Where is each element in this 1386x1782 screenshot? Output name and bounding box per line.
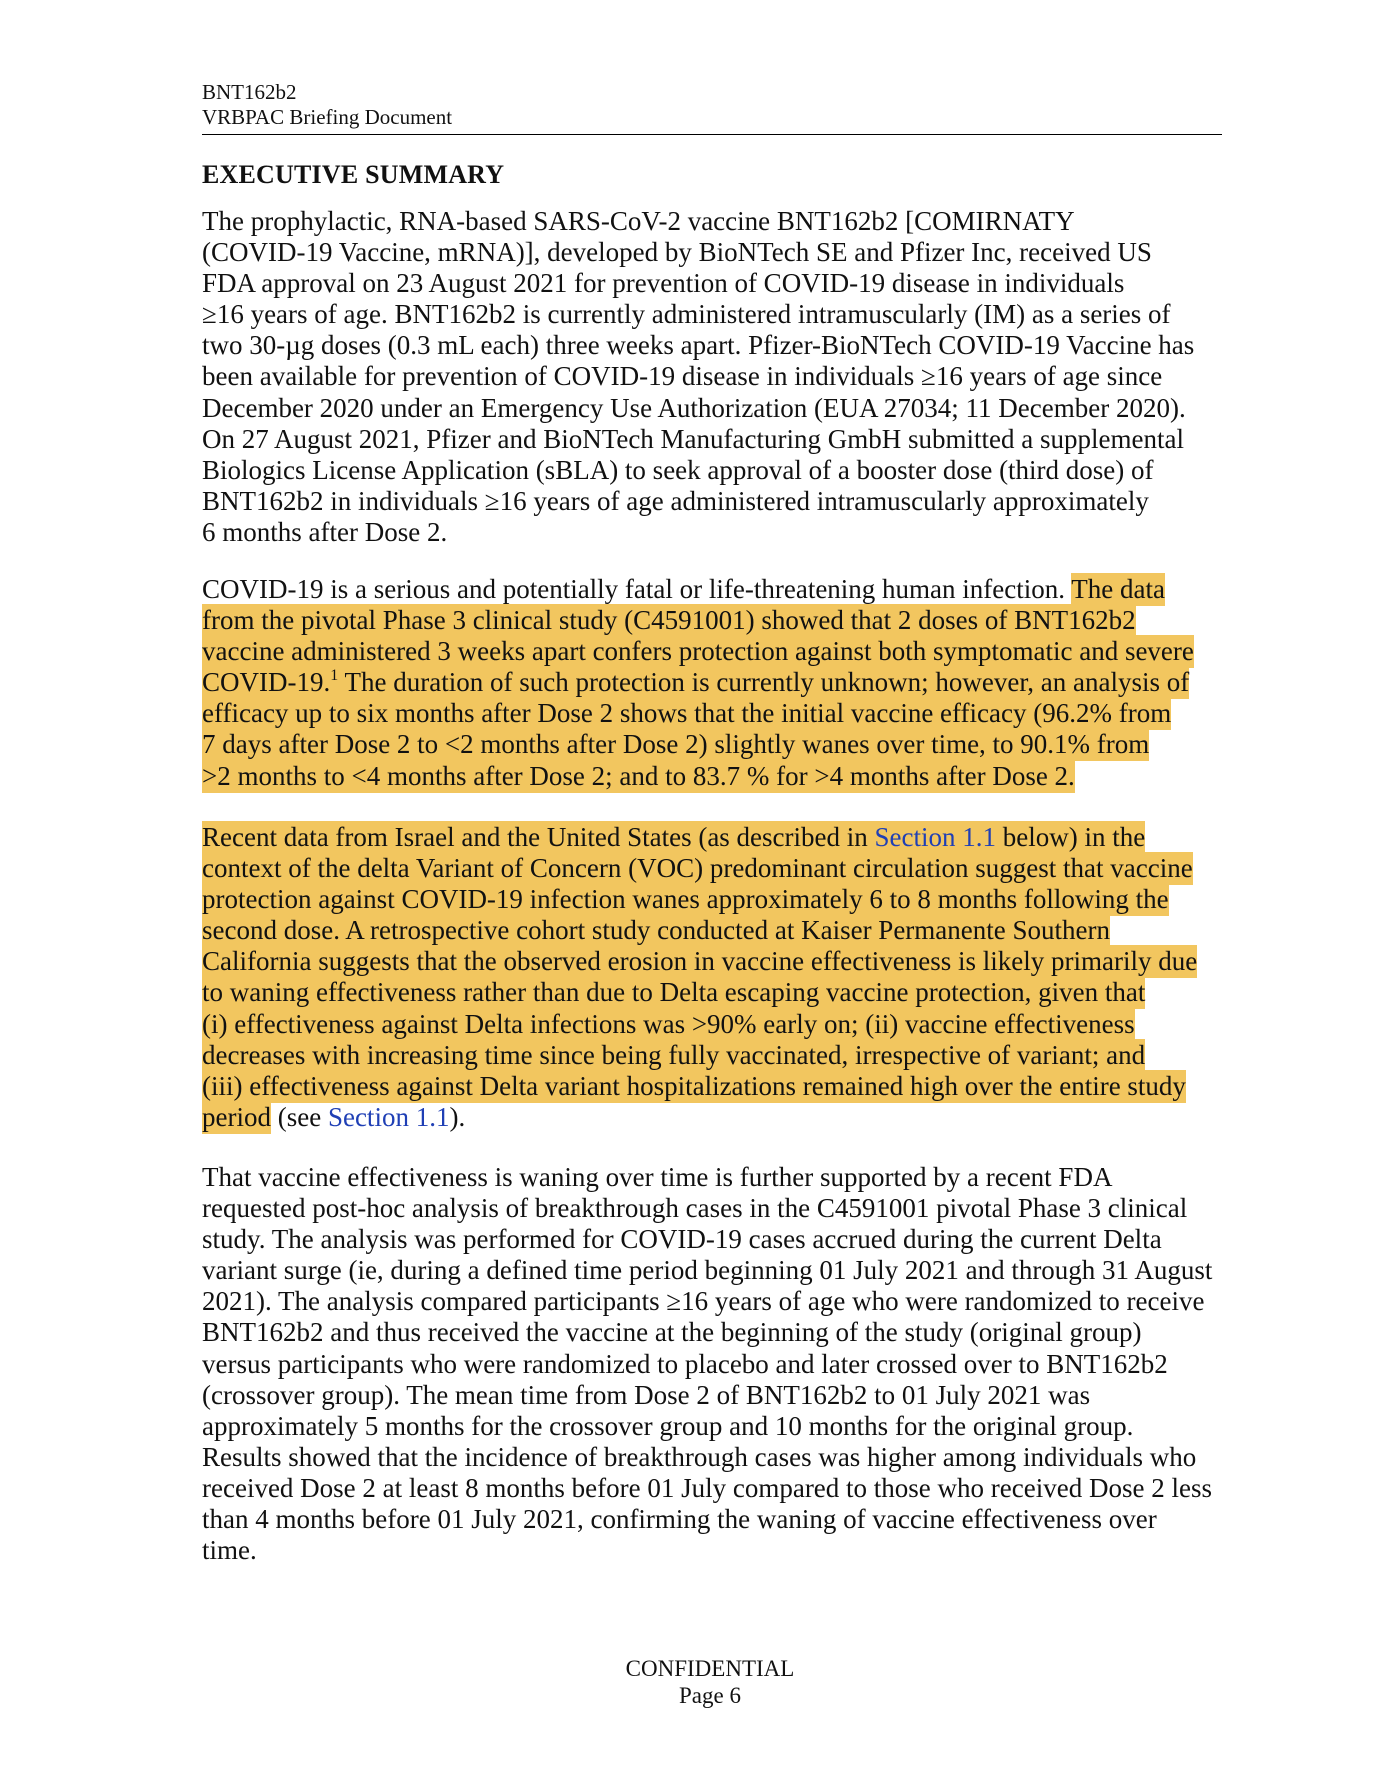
confidential-label: CONFIDENTIAL bbox=[625, 1656, 795, 1681]
paragraph-line bbox=[202, 915, 1242, 946]
paragraph-line bbox=[202, 667, 1242, 698]
paragraph-line bbox=[202, 636, 1242, 667]
paragraph-line bbox=[202, 761, 1242, 792]
highlighted-text: period bbox=[202, 1101, 271, 1132]
paragraph-line bbox=[202, 1071, 1242, 1102]
paragraph-line bbox=[202, 574, 1242, 605]
highlighted-text: second dose. A retrospective cohort study conducted at Kaiser Permanente Southern bbox=[202, 915, 1110, 946]
paragraph-line: BNT162b2 in individuals ≥16 years of age administered intramuscularly approximately bbox=[202, 485, 1149, 516]
paragraph-line bbox=[202, 853, 1242, 884]
paragraph-line: FDA approval on 23 August 2021 for prevention of COVID-19 disease in individuals bbox=[202, 268, 1125, 299]
highlighted-text: vaccine administered 3 weeks apart confers protection against both symptomatic and severe bbox=[202, 636, 1194, 667]
highlighted-text: (i) effectiveness against Delta infections was >90% early on; (ii) vaccine effectiveness bbox=[202, 1008, 1135, 1039]
paragraph-line: December 2020 under an Emergency Use Authorization (EUA 27034; 11 December 2020). bbox=[202, 392, 1186, 423]
highlighted-text: efficacy up to six months after Dose 2 shows that the initial vaccine efficacy (96.2% from bbox=[202, 698, 1172, 729]
page-footer bbox=[0, 1655, 1386, 1709]
highlighted-fragment: COVID-19. bbox=[202, 667, 331, 698]
paragraph-line bbox=[202, 1040, 1242, 1071]
paragraph-line: been available for prevention of COVID-19 disease in individuals ≥16 years of age since bbox=[202, 361, 1163, 392]
paragraph-line bbox=[202, 1009, 1242, 1040]
plain-text: ). bbox=[449, 1101, 466, 1132]
paragraph-line bbox=[202, 822, 1242, 853]
paragraph-breakthrough-analysis bbox=[202, 1162, 1242, 1566]
highlighted-text: to waning effectiveness rather than due to Delta escaping vaccine protection, given that bbox=[202, 977, 1146, 1008]
highlighted-text: 7 days after Dose 2 to <2 months after Dose 2) slightly wanes over time, to 90.1% from bbox=[202, 729, 1150, 760]
highlighted-text bbox=[202, 666, 1189, 699]
paragraph-line: BNT162b2 and thus received the vaccine at the beginning of the study (original group) bbox=[202, 1317, 1142, 1348]
page-number: Page 6 bbox=[679, 1683, 741, 1708]
highlighted-fragment: The duration of such protection is currently unknown; however, an analysis of bbox=[338, 667, 1190, 698]
paragraph-line: than 4 months before 01 July 2021, confirming the waning of vaccine effectiveness over bbox=[202, 1504, 1157, 1535]
paragraph-line: 2021). The analysis compared participants ≥16 years of age who were randomized to receive bbox=[202, 1286, 1205, 1317]
highlighted-fragment: Recent data from Israel and the United States (as described in bbox=[202, 822, 875, 852]
paragraph-line bbox=[202, 946, 1242, 977]
paragraph-line: That vaccine effectiveness is waning over time is further supported by a recent FDA bbox=[202, 1162, 1113, 1192]
page-header bbox=[202, 80, 1222, 135]
paragraph-line: requested post-hoc analysis of breakthrough cases in the C4591001 pivotal Phase 3 clinical bbox=[202, 1193, 1188, 1224]
paragraph-waning-evidence bbox=[202, 822, 1242, 1133]
paragraph-line bbox=[202, 729, 1242, 760]
paragraph-line: versus participants who were randomized to placebo and later crossed over to BNT162b2 bbox=[202, 1348, 1168, 1379]
paragraph-line: study. The analysis was performed for COVID-19 cases accrued during the current Delta bbox=[202, 1224, 1162, 1255]
paragraph-line bbox=[202, 884, 1242, 915]
highlighted-fragment: below) in the bbox=[996, 822, 1146, 852]
highlighted-text: California suggests that the observed erosion in vaccine effectiveness is likely primarily due bbox=[202, 946, 1198, 977]
paragraph-line: On 27 August 2021, Pfizer and BioNTech Manufacturing GmbH submitted a supplemental bbox=[202, 423, 1184, 454]
highlighted-text: >2 months to <4 months after Dose 2; and to 83.7 % for >4 months after Dose 2. bbox=[202, 760, 1075, 791]
doc-id: BNT162b2 bbox=[202, 80, 297, 104]
highlighted-text: from the pivotal Phase 3 clinical study (C4591001) showed that 2 doses of BNT162b2 bbox=[202, 605, 1136, 636]
paragraph-line: time. bbox=[202, 1535, 257, 1566]
paragraph-efficacy bbox=[202, 574, 1242, 792]
footnote-marker[interactable]: 1 bbox=[330, 667, 339, 685]
section-link[interactable]: Section 1.1 bbox=[327, 1101, 450, 1132]
paragraph-intro bbox=[202, 206, 1242, 548]
highlighted-text: decreases with increasing time since being fully vaccinated, irrespective of variant; and bbox=[202, 1039, 1146, 1070]
paragraph-line: approximately 5 months for the crossover group and 10 months for the original group. bbox=[202, 1410, 1134, 1441]
paragraph-line: (crossover group). The mean time from Dose 2 of BNT162b2 to 01 July 2021 was bbox=[202, 1379, 1091, 1410]
paragraph-line: ≥16 years of age. BNT162b2 is currently administered intramuscularly (IM) as a series of bbox=[202, 299, 1171, 330]
paragraph-line: two 30-µg doses (0.3 mL each) three weeks apart. Pfizer-BioNTech COVID-19 Vaccine has bbox=[202, 330, 1195, 361]
doc-subtitle: VRBPAC Briefing Document bbox=[202, 105, 453, 129]
highlighted-text: The data bbox=[1071, 574, 1165, 604]
paragraph-line: The prophylactic, RNA-based SARS-CoV-2 vaccine BNT162b2 [COMIRNATY bbox=[202, 206, 1075, 236]
paragraph-line bbox=[202, 977, 1242, 1008]
paragraph-line bbox=[202, 1102, 1242, 1133]
paragraph-line: Results showed that the incidence of breakthrough cases was higher among individuals who bbox=[202, 1441, 1197, 1472]
paragraph-line: (COVID-19 Vaccine, mRNA)], developed by BioNTech SE and Pfizer Inc, received US bbox=[202, 237, 1152, 268]
highlighted-text bbox=[202, 821, 1145, 854]
plain-text: COVID-19 is a serious and potentially fatal or life-threatening human infection. bbox=[202, 574, 1072, 604]
highlighted-text: (iii) effectiveness against Delta variant hospitalizations remained high over the entire study bbox=[202, 1070, 1186, 1101]
plain-text: (see bbox=[270, 1101, 328, 1132]
paragraph-line: received Dose 2 at least 8 months before 01 July compared to those who received Dose 2 less bbox=[202, 1472, 1212, 1503]
highlighted-text: context of the delta Variant of Concern (VOC) predominant circulation suggest that vaccine bbox=[202, 853, 1193, 884]
paragraph-line: Biologics License Application (sBLA) to seek approval of a booster dose (third dose) of bbox=[202, 454, 1154, 485]
section-heading: EXECUTIVE SUMMARY bbox=[202, 160, 505, 189]
paragraph-line: 6 months after Dose 2. bbox=[202, 516, 448, 547]
section-link[interactable]: Section 1.1 bbox=[874, 822, 997, 852]
paragraph-line bbox=[202, 698, 1242, 729]
paragraph-line: variant surge (ie, during a defined time period beginning 01 July 2021 and through 31 August bbox=[202, 1255, 1213, 1286]
paragraph-line bbox=[202, 605, 1242, 636]
highlighted-text: protection against COVID-19 infection wanes approximately 6 to 8 months following the bbox=[202, 884, 1169, 915]
